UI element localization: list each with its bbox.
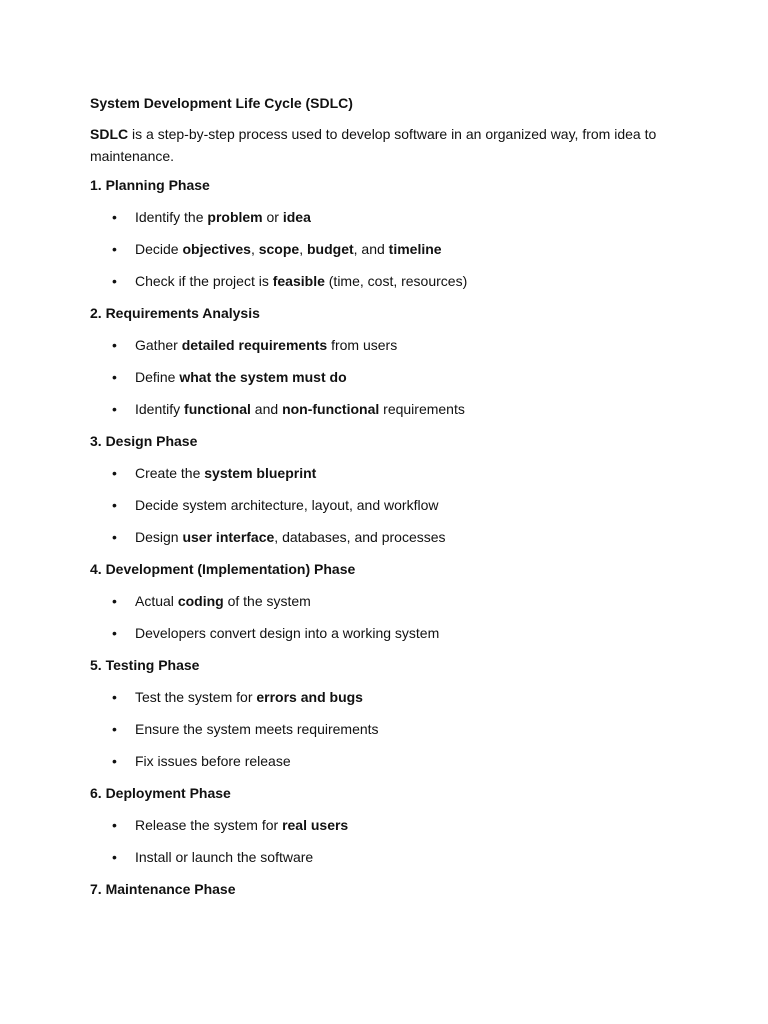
text-run: and: [250, 401, 283, 417]
text-run: Decide: [135, 241, 183, 257]
section-heading: 1. Planning Phase: [90, 177, 210, 193]
text-run: Fix issues before release: [135, 753, 291, 769]
bullet-list: [90, 815, 690, 867]
intro-paragraph: [90, 123, 690, 167]
bullet-list: [90, 591, 690, 643]
bold-text: functional: [184, 401, 251, 417]
text-run: (time, cost, resources): [324, 273, 468, 289]
bullet-item: [90, 367, 690, 387]
text-run: is a step-by-step process used to develop software in an organized way, from idea to maintenance.: [90, 126, 657, 164]
bullet-item: [90, 527, 690, 547]
text-run: Test the system for: [135, 689, 257, 705]
bold-text: objectives: [182, 241, 251, 257]
section-heading: 2. Requirements Analysis: [90, 305, 260, 321]
bullet-list: [90, 335, 690, 419]
bullet-item: [90, 591, 690, 611]
bold-text: feasible: [272, 273, 325, 289]
text-run: or: [262, 209, 283, 225]
bold-text: SDLC: [90, 126, 129, 142]
text-run: Decide system architecture, layout, and workflow: [135, 497, 439, 513]
bullet-item: [90, 271, 690, 291]
bold-text: system blueprint: [204, 465, 317, 481]
bold-text: non-functional: [282, 401, 380, 417]
bullet-item: [90, 815, 690, 835]
bold-text: budget: [306, 241, 354, 257]
text-run: Identify: [135, 401, 185, 417]
text-run: Release the system for: [135, 817, 283, 833]
bold-text: what the system must do: [179, 369, 347, 385]
text-run: Ensure the system meets requirements: [135, 721, 379, 737]
text-run: Developers convert design into a working system: [135, 625, 440, 641]
bullet-item: [90, 495, 690, 515]
text-run: Design: [135, 529, 183, 545]
bullet-item: [90, 239, 690, 259]
text-run: ,: [250, 241, 259, 257]
bold-text: user interface: [182, 529, 275, 545]
bold-text: problem: [207, 209, 263, 225]
text-run: Gather: [135, 337, 182, 353]
section-heading: 4. Development (Implementation) Phase: [90, 561, 356, 577]
bold-text: idea: [282, 209, 311, 225]
bullet-item: [90, 751, 690, 771]
bullet-item: [90, 847, 690, 867]
bullet-item: [90, 719, 690, 739]
bullet-item: [90, 335, 690, 355]
bold-text: scope: [258, 241, 300, 257]
bold-text: errors and bugs: [256, 689, 363, 705]
bold-text: timeline: [388, 241, 442, 257]
text-run: Identify the: [135, 209, 208, 225]
section-heading: 7. Maintenance Phase: [90, 881, 236, 897]
section-heading: 5. Testing Phase: [90, 657, 200, 673]
bullet-list: [90, 463, 690, 547]
bullet-item: [90, 623, 690, 643]
text-run: Check if the project is: [135, 273, 273, 289]
section-heading: 6. Deployment Phase: [90, 785, 231, 801]
text-run: , and: [353, 241, 389, 257]
section-heading: 3. Design Phase: [90, 433, 198, 449]
bullet-list: [90, 207, 690, 291]
text-run: Create the: [135, 465, 205, 481]
text-run: of the system: [223, 593, 311, 609]
text-run: , databases, and processes: [274, 529, 446, 545]
sections-container: [90, 175, 690, 899]
document-page: [90, 90, 690, 899]
document-title: System Development Life Cycle (SDLC): [90, 95, 353, 111]
text-run: requirements: [379, 401, 465, 417]
text-run: Install or launch the software: [135, 849, 314, 865]
bold-text: real users: [282, 817, 349, 833]
bullet-list: [90, 687, 690, 771]
bold-text: coding: [177, 593, 224, 609]
bullet-item: [90, 207, 690, 227]
bullet-item: [90, 687, 690, 707]
text-run: from users: [327, 337, 398, 353]
bullet-item: [90, 463, 690, 483]
bullet-item: [90, 399, 690, 419]
text-run: Actual: [135, 593, 178, 609]
text-run: Define: [135, 369, 180, 385]
bold-text: detailed requirements: [181, 337, 328, 353]
text-run: ,: [299, 241, 307, 257]
